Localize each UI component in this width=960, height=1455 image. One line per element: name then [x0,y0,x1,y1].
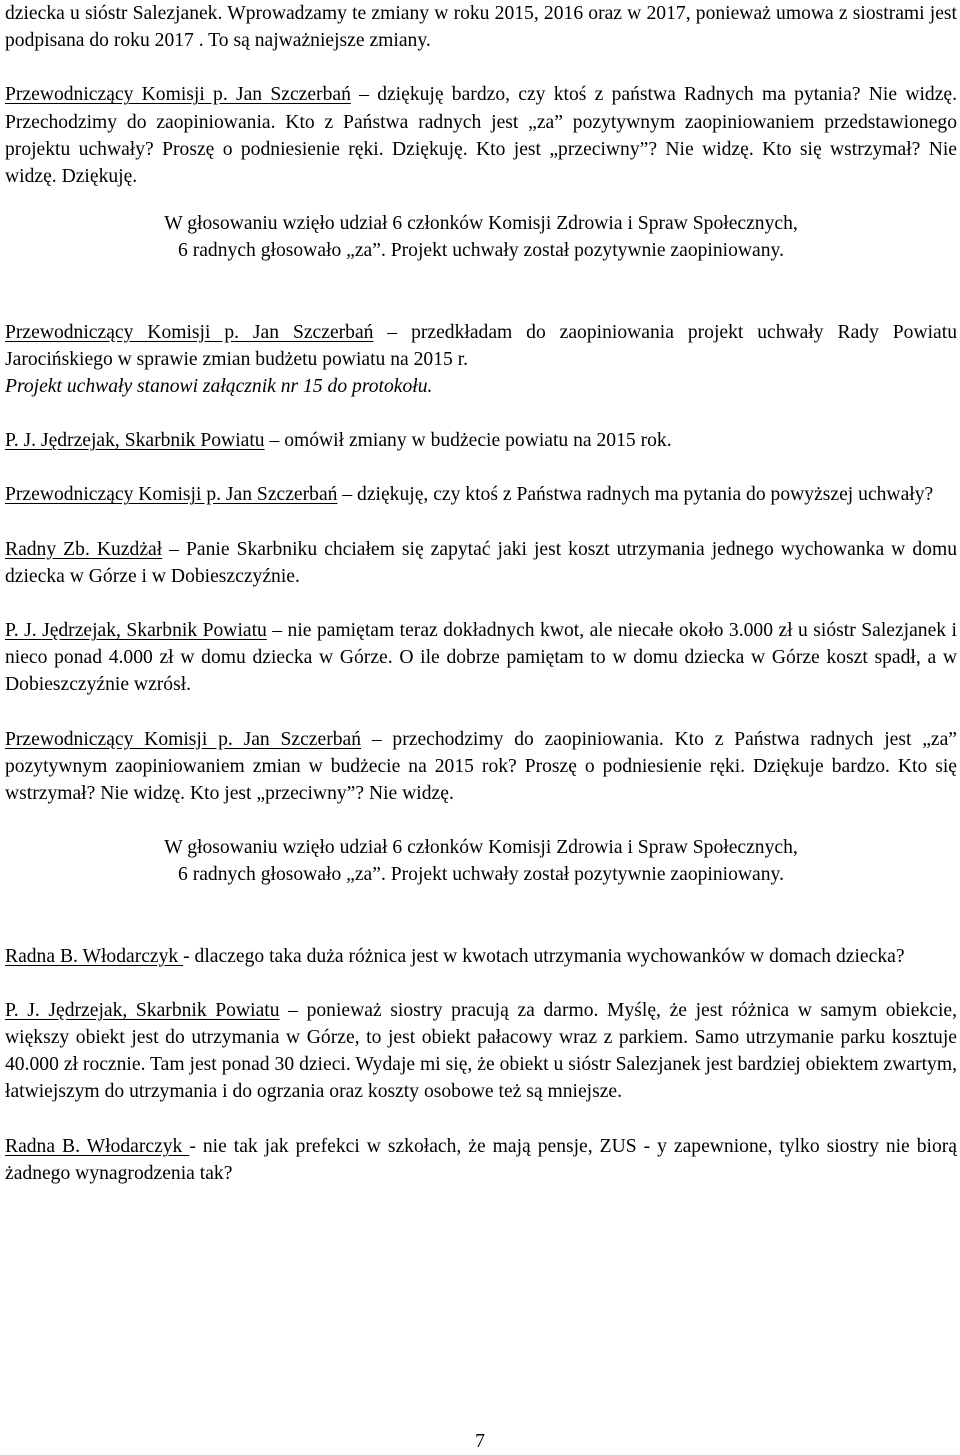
speech-separator: – [162,538,187,560]
speech-separator: – [264,430,285,452]
speaker-name: P. J. Jędrzejak, Skarbnik Powiatu [5,620,267,642]
paragraph-speech [5,726,957,808]
paragraph-speech [5,319,957,373]
paragraph-speech [5,481,957,508]
speaker-name: P. J. Jędrzejak, Skarbnik Powiatu [5,430,265,452]
speaker-name: P. J. Jędrzejak, Skarbnik Powiatu [5,999,280,1021]
paragraph-speech [5,536,957,590]
speech-separator: – [337,484,358,506]
speaker-name: Przewodniczący Komisji p. Jan Szczerbań [5,84,351,106]
speech-text: nie tak jak prefekci w szkołach, że mają pensje, ZUS - y zapewnione, tylko siostry nie biorą żadnego wynagrodzenia tak? [5,1135,957,1184]
speech-text: przechodzimy do zaopiniowania. Kto z Państwa radnych jest „za” pozytywnym zaopiniowaniem zmian w budżecie na 2015 rok? Proszę o podniesienie ręki. Dziękuje bardzo. Kto się wstrzymał? Nie widzę. Kto jest „przeciwny”? Nie widzę. [5,728,957,805]
vote-result-line-1: W głosowaniu wzięło udział 6 członków Komisji Zdrowia i Spraw Społecznych, [164,837,798,859]
page-number: 7 [475,1431,485,1452]
attachment-note: Projekt uchwały stanowi załącznik nr 15 do protokołu. [5,376,433,398]
paragraph-speech [5,81,957,190]
vote-result-line-2: 6 radnych głosowało „za”. Projekt uchwały został pozytywnie zaopiniowany. [178,864,784,886]
speech-text: ponieważ siostry pracują za darmo. Myślę, że jest różnica w samym obiekcie, większy obiekt jest do utrzymania w Górze, to jest obiekt pałacowy wraz z parkiem. Samo utrzymanie parku kosztuje 40.000 zł rocznie. Tam jest ponad 30 dzieci. Wydaje mi się, że obiekt u sióstr Salezjanek jest bardziej obiektem zwartym, łatwiejszym do utrzymania i do ogrzania oraz koszty osobowe też są mniejsze. [5,999,957,1103]
paragraph-speech [5,943,957,970]
speaker-name: Radny Zb. Kuzdżał [5,538,163,560]
document-page [5,0,957,1187]
speech-text: nie pamiętam teraz dokładnych kwot, ale niecałe około 3.000 zł u sióstr Salezjanek i nieco ponad 4.000 zł w domu dziecka w Górze. O ile dobrze pamiętam to w domu dziecka w Górze koszt spadł, a w Dobieszczyźnie wzrósł. [5,620,957,696]
paragraph-speech [5,997,957,1106]
speech-text: Panie Skarbniku chciałem się zapytać jaki jest koszt utrzymania jednego wychowanka w domu dziecka w Górze i w Dobieszczyźnie. [5,538,957,587]
paragraph-speech [5,427,957,454]
speaker-name: Przewodniczący Komisji p. Jan Szczerbań [5,321,374,343]
speech-separator: – [373,321,412,343]
paragraph-intro [5,0,957,54]
paragraph-speech [5,617,957,699]
speech-text: dziękuję bardzo, czy ktoś z państwa Radnych ma pytania? Nie widzę. Przechodzimy do zaopiniowania. Kto z Państwa radnych jest „za” pozytywnym zaopiniowaniem przedstawionego projektu uchwały? Proszę o podniesienie ręki. Dziękuję. Kto jest „przeciwny”? Nie widzę. Kto się wstrzymał? Nie widzę. Dziękuję. [5,84,958,188]
speaker-name: Przewodniczący Komisji p. Jan Szczerbań [5,728,362,750]
vote-result-line-2: 6 radnych głosowało „za”. Projekt uchwały został pozytywnie zaopiniowany. [178,240,784,262]
speech-separator: – [279,999,307,1021]
speech-text: dlaczego taka duża różnica jest w kwotach utrzymania wychowanków w domach dziecka? [194,945,905,967]
speech-separator: - [183,945,195,967]
speech-text: omówił zmiany w budżecie powiatu na 2015 rok. [284,430,672,452]
speaker-name: Przewodniczący Komisji p. Jan Szczerbań [5,484,338,506]
vote-result-line-1: W głosowaniu wzięło udział 6 członków Komisji Zdrowia i Spraw Społecznych, [164,213,798,235]
speech-separator: – [350,84,378,106]
speech-separator: – [361,728,393,750]
speech-separator: - [189,1135,203,1157]
speech-separator: – [266,620,288,642]
paragraph-text: dziecka u sióstr Salezjanek. Wprowadzamy te zmiany w roku 2015, 2016 oraz w 2017, ponieważ umowa z siostrami jest podpisana do roku 2017 . To są najważniejsze zmiany. [5,3,957,52]
speaker-name: Radna B. Włodarczyk [5,1135,190,1157]
speaker-name: Radna B. Włodarczyk [5,945,184,967]
speech-text: dziękuję, czy ktoś z Państwa radnych ma pytania do powyższej uchwały? [357,484,934,506]
paragraph-speech [5,1133,957,1187]
speech-text: przedkładam do zaopiniowania projekt uchwały Rady Powiatu Jarocińskiego w sprawie zmian budżetu powiatu na 2015 r. [5,321,957,370]
